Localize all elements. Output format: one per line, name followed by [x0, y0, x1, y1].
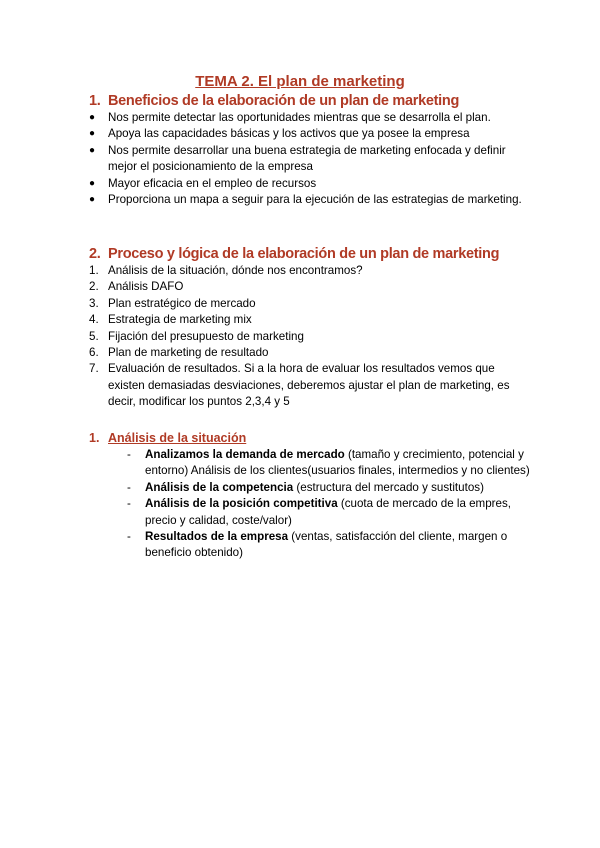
list-item-text: Estrategia de marketing mix: [108, 313, 252, 327]
list-item-text: Análisis DAFO: [108, 280, 184, 294]
list-item-bold: Resultados de la empresa: [145, 530, 289, 544]
list-item: [89, 143, 529, 176]
subsection-1-title: Análisis de la situación: [108, 431, 247, 445]
list-item: [127, 496, 537, 529]
section-1-number: 1.: [89, 93, 101, 109]
list-item: [89, 263, 529, 279]
list-item: [127, 480, 537, 496]
list-number: 7.: [89, 362, 99, 376]
dash-icon: -: [127, 448, 131, 461]
list-item: [89, 192, 529, 208]
list-number: 6.: [89, 346, 99, 360]
section-2-heading: [89, 246, 499, 262]
list-item-text: Mayor eficacia en el empleo de recursos: [108, 176, 317, 190]
dash-icon: -: [127, 497, 131, 511]
list-item-text: (tamaño y crecimiento, potencial y entorno) Análisis de los clientes(usuarios finales, intermedios y no clientes): [145, 448, 530, 478]
list-item: [89, 312, 529, 328]
list-item-text: Nos permite desarrollar una buena estrategia de marketing enfocada y definir mejor el posicionamiento de la empresa: [108, 143, 506, 174]
list-item-text: Proporciona un mapa a seguir para la ejecución de las estrategias de marketing.: [108, 193, 522, 207]
list-item-text: Fijación del presupuesto de marketing: [108, 329, 304, 343]
benefits-list: [89, 110, 529, 208]
list-item: [127, 529, 537, 562]
list-item-text: Plan de marketing de resultado: [108, 346, 269, 360]
list-item-text: (cuota de mercado de la empres, precio y calidad, coste/valor): [145, 497, 511, 527]
list-number: 2.: [89, 280, 99, 294]
list-item: [89, 361, 529, 410]
bullet-icon: ●: [89, 177, 96, 189]
subsection-1-number: 1.: [89, 431, 100, 445]
dash-icon: -: [127, 480, 131, 494]
list-item: [89, 279, 529, 295]
list-item-text: (estructura del mercado y sustitutos): [293, 480, 484, 494]
list-item-text: (ventas, satisfacción del cliente, margen o beneficio obtenido): [145, 530, 508, 560]
bullet-icon: ●: [89, 128, 96, 140]
situation-analysis-list: [127, 447, 537, 562]
document-title: TEMA 2. El plan de marketing: [195, 73, 405, 90]
dash-icon: -: [127, 530, 131, 544]
list-item-text: Apoya las capacidades básicas y los activos que ya posee la empresa: [108, 127, 470, 141]
list-item: [89, 329, 529, 345]
list-item: [89, 296, 529, 312]
subsection-1-heading: [89, 431, 246, 445]
list-item-text: Plan estratégico de mercado: [108, 296, 256, 310]
bullet-icon: ●: [89, 144, 96, 156]
list-item-text: Nos permite detectar las oportunidades mientras que se desarrolla el plan.: [108, 111, 491, 124]
list-item: [127, 447, 537, 480]
list-item: [89, 126, 529, 142]
list-number: 3.: [89, 296, 99, 310]
list-item-text: Evaluación de resultados. Si a la hora de evaluar los resultados vemos que existen demasiadas desviaciones, deberemos ajustar el plan de marketing, es decir, modificar los puntos 2,3,4 y 5: [108, 362, 510, 409]
section-1-heading: [89, 93, 459, 109]
section-1-title: Beneficios de la elaboración de un plan de marketing: [108, 93, 460, 109]
list-item-bold: Análisis de la competencia: [145, 480, 294, 494]
list-item: [89, 176, 529, 192]
bullet-icon: ●: [89, 194, 96, 206]
section-2-title: Proceso y lógica de la elaboración de un plan de marketing: [108, 246, 500, 262]
bullet-icon: ●: [89, 112, 96, 123]
list-item-text: Análisis de la situación, dónde nos encontramos?: [108, 264, 363, 277]
list-number: 5.: [89, 329, 99, 343]
list-number: 4.: [89, 313, 99, 327]
list-item: [89, 110, 529, 126]
process-list: [89, 263, 529, 411]
section-2-number: 2.: [89, 246, 101, 262]
list-number: 1.: [89, 264, 99, 277]
list-item: [89, 345, 529, 361]
list-item-bold: Análisis de la posición competitiva: [145, 497, 338, 511]
list-item-bold: Analizamos la demanda de mercado: [145, 448, 345, 461]
